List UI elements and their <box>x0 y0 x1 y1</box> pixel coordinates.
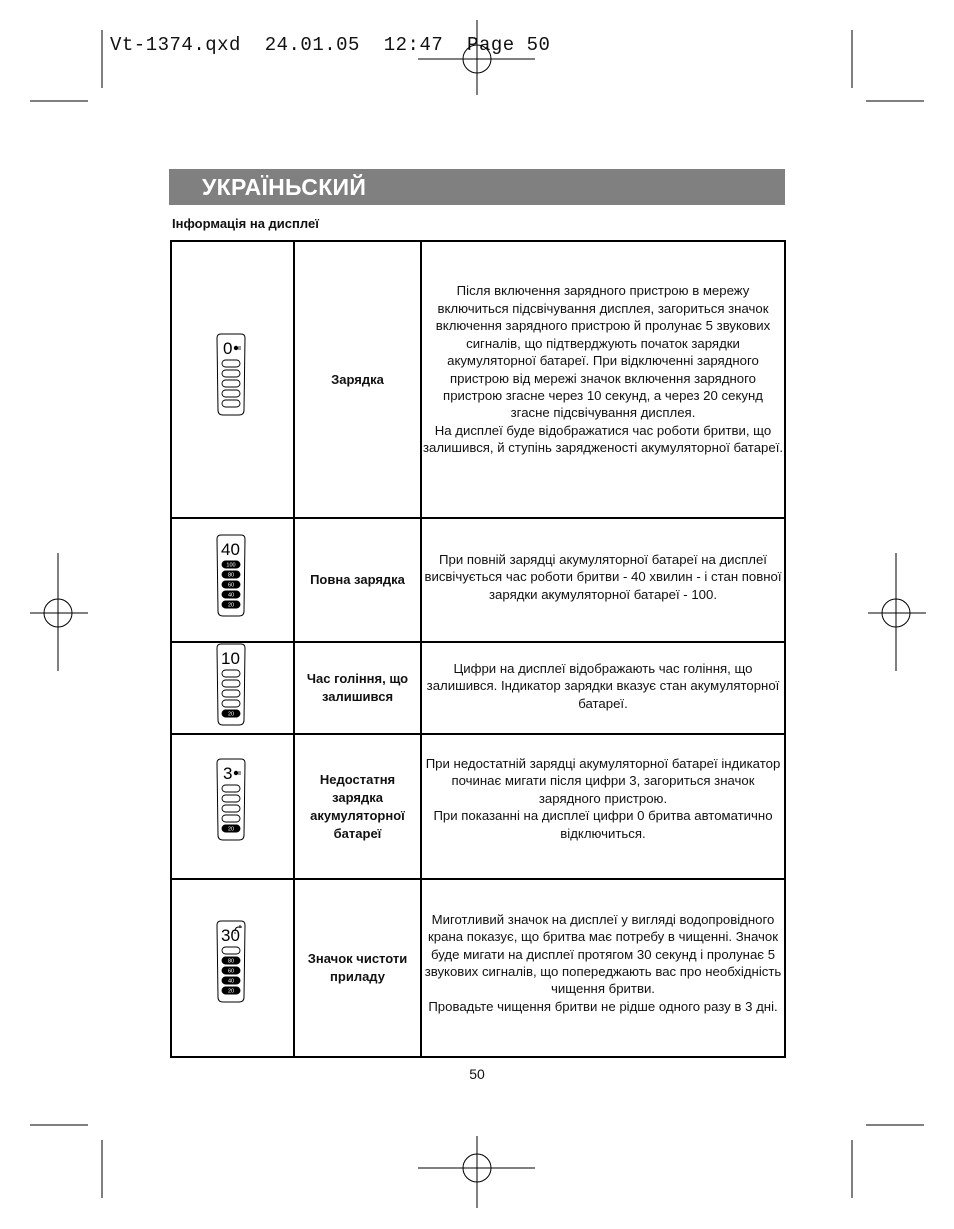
registration-mark-right <box>862 553 932 673</box>
battery-segment-label: 60 <box>227 968 234 975</box>
battery-segment-label: 100 <box>225 562 236 569</box>
battery-segment-label: 20 <box>227 826 234 833</box>
shaver-display-icon <box>214 919 248 1005</box>
battery-segment-label: 80 <box>227 572 234 579</box>
display-illustration-cell <box>171 734 294 879</box>
row-description: Цифри на дисплеї відображають час гоління, що залишився. Індикатор зарядки вказує стан акумуляторної батареї. <box>421 642 785 734</box>
battery-segment <box>222 700 240 707</box>
battery-segment-label: 60 <box>227 582 234 589</box>
battery-segment <box>222 400 240 407</box>
battery-segment <box>222 785 240 792</box>
page-number: 50 <box>469 1066 485 1082</box>
section-title: Інформація на дисплеї <box>172 216 319 231</box>
row-description: Миготливий значок на дисплеї у вигляді водопровідного крана показує, що бритва має потребу в чищенні. Значок буде мигати на дисплеї протягом 30 секунд і пролунає 5 звукових сигналів, що попереджають вас про необхідність чищення бритви. Провадьте чищення бритви не рідше одного разу в 3 дні. <box>421 879 785 1057</box>
battery-segment <box>222 370 240 377</box>
display-illustration-cell <box>171 241 294 518</box>
row-label: Повна зарядка <box>294 518 421 642</box>
row-label: Зарядка <box>294 241 421 518</box>
display-digits: 40 <box>220 539 240 559</box>
battery-segment-label: 40 <box>227 592 234 599</box>
battery-segment <box>222 680 240 687</box>
language-header: УКРАЇНЬСКИЙ <box>202 174 367 200</box>
battery-segment <box>222 390 240 397</box>
table-row <box>171 642 785 734</box>
display-digits: 0 <box>222 338 232 358</box>
battery-segment-label: 20 <box>227 602 234 609</box>
battery-segment <box>222 380 240 387</box>
language-header-bar <box>169 169 785 205</box>
battery-segment-label: 20 <box>227 711 234 718</box>
battery-segment-label: 20 <box>227 988 234 995</box>
registration-mark-top <box>418 20 538 100</box>
battery-segment <box>222 947 240 954</box>
battery-segment <box>222 670 240 677</box>
battery-segment-label: 40 <box>227 978 234 985</box>
display-info-table <box>170 240 786 1058</box>
registration-mark-bottom <box>418 1128 538 1208</box>
row-description: При недостатній зарядці акумуляторної батареї індикатор починає мигати після цифри 3, загориться значок зарядного пристрою. При показанні на дисплеї цифри 0 бритва автоматично відключиться. <box>421 734 785 879</box>
display-digits: 30 <box>220 925 240 945</box>
display-illustration-cell <box>171 879 294 1057</box>
display-illustration-cell <box>171 642 294 734</box>
row-label: Час гоління, що залишився <box>294 642 421 734</box>
row-description: Після включення зарядного пристрою в мережу включиться підсвічування дисплея, загориться значок включення зарядного пристрою й пролунає 5 звукових сигналів, що підтверджують початок зарядки акумуляторної батареї. При відключенні зарядного пристрою від мережі значок включення зарядного пристрою згасне через 10 секунд, а через 20 секунд згасне підсвічування дисплея. На дисплеї буде відображатися час роботи бритви, що залишився, й ступінь зарядженості акумуляторної батареї. <box>421 241 785 518</box>
shaver-display-icon <box>214 642 248 728</box>
table-row <box>171 734 785 879</box>
table-row <box>171 518 785 642</box>
shaver-display-icon <box>214 332 248 418</box>
battery-segment <box>222 360 240 367</box>
display-digits: 10 <box>220 648 240 668</box>
shaver-display-icon <box>214 533 248 619</box>
print-slug: Vt-1374.qxd 24.01.05 12:47 Page 50 <box>110 34 551 56</box>
battery-segment-label: 80 <box>227 958 234 965</box>
battery-segment <box>222 805 240 812</box>
row-label: Недостатня зарядка акумуляторної батареї <box>294 734 421 879</box>
registration-mark-left <box>24 553 94 673</box>
display-digits: 3 <box>222 764 232 783</box>
table-row <box>171 879 785 1057</box>
table-row <box>171 241 785 518</box>
battery-segment <box>222 795 240 802</box>
battery-segment <box>222 815 240 822</box>
display-illustration-cell <box>171 518 294 642</box>
shaver-display-icon <box>214 757 248 843</box>
row-description: При повній зарядці акумуляторної батареї на дисплеї висвічується час роботи бритви - 40 хвилин - і стан повної зарядки акумуляторної батареї - 100. <box>421 518 785 642</box>
row-label: Значок чистоти приладу <box>294 879 421 1057</box>
battery-segment <box>222 690 240 697</box>
